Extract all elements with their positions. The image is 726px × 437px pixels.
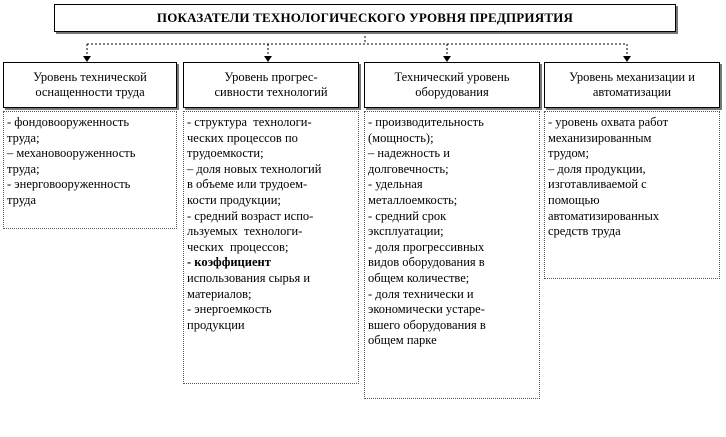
list-item: использования сырья и bbox=[187, 270, 311, 285]
list-item: – доля продукции, bbox=[548, 161, 646, 176]
list-item: - энерговооруженность bbox=[7, 177, 131, 192]
list-item: ческих процессов; bbox=[187, 239, 289, 254]
list-item: - удельная bbox=[368, 177, 423, 192]
header-line: автоматизации bbox=[592, 85, 672, 99]
main-title-box bbox=[54, 4, 676, 32]
list-item: общем количестве; bbox=[368, 270, 470, 285]
list-item: – надежность и bbox=[368, 146, 450, 161]
list-item: видов оборудования в bbox=[368, 255, 485, 270]
list-item: в объеме или трудоем- bbox=[187, 177, 308, 192]
list-equipment-level bbox=[364, 111, 540, 399]
header-technical-equipment bbox=[3, 62, 177, 108]
header-line: оборудования bbox=[415, 85, 489, 99]
main-title: ПОКАЗАТЕЛИ ТЕХНОЛОГИЧЕСКОГО УРОВНЯ ПРЕДПРИЯТИЯ bbox=[156, 10, 574, 25]
list-item: ческих процессов по bbox=[187, 130, 298, 145]
list-item: средств труда bbox=[548, 224, 621, 239]
header-line: Уровень технической bbox=[33, 70, 147, 84]
header-line: Технический уровень bbox=[394, 70, 510, 84]
list-item: - производительность bbox=[368, 115, 484, 129]
list-item: эксплуатации; bbox=[368, 224, 444, 239]
header-line: сивности технологий bbox=[214, 85, 328, 99]
list-item: – доля новых технологий bbox=[187, 161, 322, 176]
list-item: - энергоемкость bbox=[187, 302, 272, 317]
list-item: механизированным bbox=[548, 130, 652, 145]
list-item: труда; bbox=[7, 130, 40, 145]
header-mechanization-automation bbox=[544, 62, 720, 108]
list-item: кости продукции; bbox=[187, 192, 281, 207]
header-line: Уровень механизации и bbox=[569, 70, 695, 84]
list-technical-equipment bbox=[3, 111, 177, 229]
list-item: - доля технически и bbox=[368, 286, 474, 301]
list-item: - фондовооруженность bbox=[7, 115, 130, 129]
list-item: - уровень охвата работ bbox=[548, 115, 669, 129]
list-item: автоматизированных bbox=[548, 208, 660, 223]
list-item: изготавливаемой с bbox=[548, 177, 647, 192]
header-technology-progressiveness bbox=[183, 62, 359, 108]
list-item: – механовооруженность bbox=[7, 146, 136, 161]
list-item: экономически устаре- bbox=[368, 302, 485, 317]
list-item: общем парке bbox=[368, 333, 437, 348]
list-item: - средний срок bbox=[368, 208, 447, 223]
header-line: Уровень прогрес- bbox=[224, 70, 318, 84]
list-item: трудоемкости; bbox=[187, 146, 264, 161]
list-item: - коэффициент bbox=[187, 255, 271, 270]
header-line: оснащенности труда bbox=[35, 85, 145, 99]
list-technology-progressiveness bbox=[183, 111, 359, 384]
list-item: материалов; bbox=[187, 286, 252, 301]
list-item: труда; bbox=[7, 161, 40, 176]
list-item: труда bbox=[7, 192, 37, 207]
list-item: металлоемкость; bbox=[368, 192, 458, 207]
list-item: продукции bbox=[187, 317, 245, 332]
list-item: (мощность); bbox=[368, 130, 434, 145]
list-item: вшего оборудования в bbox=[368, 317, 486, 332]
list-item: долговечность; bbox=[368, 161, 449, 176]
list-item: - доля прогрессивных bbox=[368, 239, 485, 254]
list-item: помощью bbox=[548, 192, 600, 207]
list-item: - структура технологи- bbox=[187, 115, 312, 129]
list-item: льзуемых технологи- bbox=[187, 224, 303, 239]
list-item: трудом; bbox=[548, 146, 589, 161]
list-item: - средний возраст испо- bbox=[187, 208, 314, 223]
header-equipment-level bbox=[364, 62, 540, 108]
list-mechanization-automation bbox=[544, 111, 720, 279]
